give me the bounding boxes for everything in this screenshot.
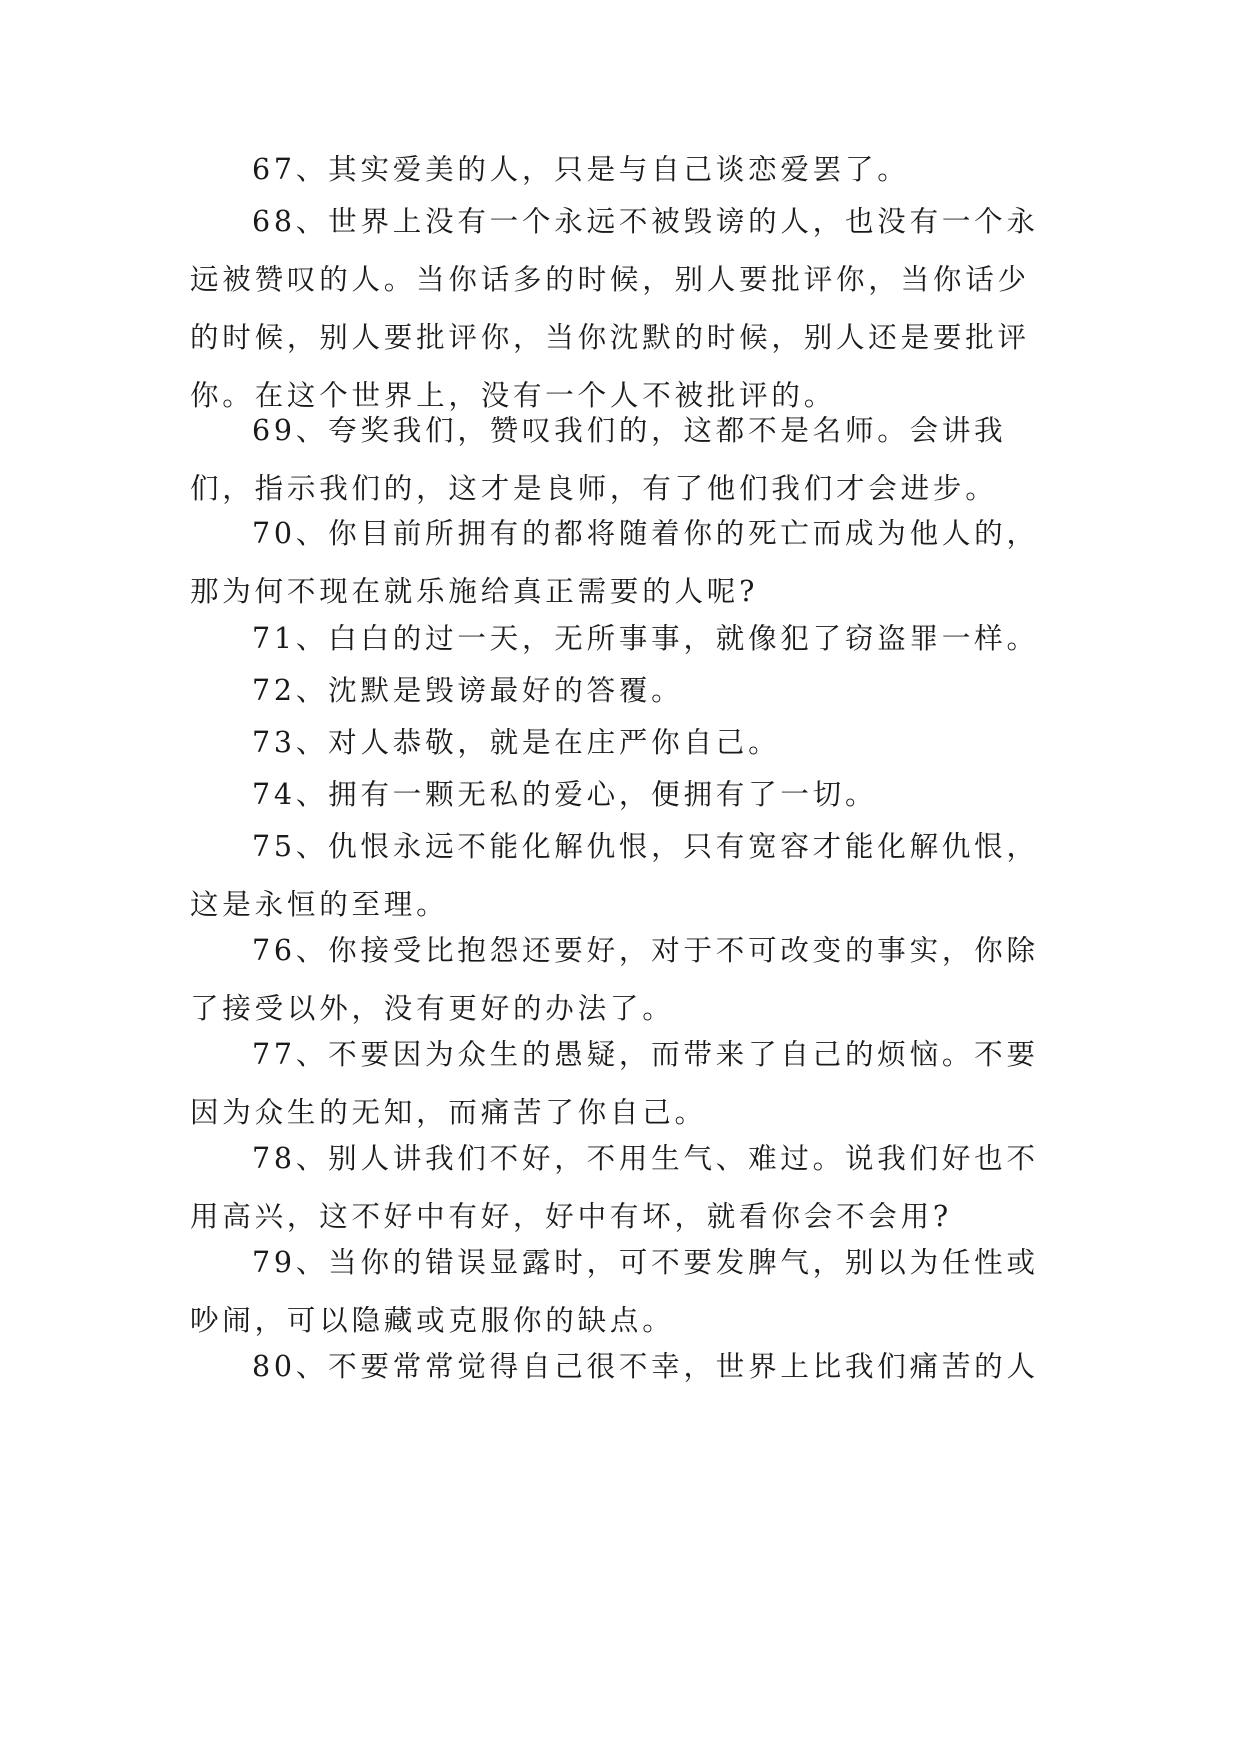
paragraph-70: 70、你目前所拥有的都将随着你的死亡而成为他人的，那为何不现在就乐施给真正需要的人呢? xyxy=(190,517,1039,608)
paragraph-75: 75、仇恨永远不能化解仇恨，只有宽容才能化解仇恨，这是永恒的至理。 xyxy=(190,830,1039,921)
paragraph-68: 68、世界上没有一个永远不被毁谤的人，也没有一个永远被赞叹的人。当你话多的时候，别人要批评你，当你话少的时候，别人要批评你，当你沈默的时候，别人还是要批评你。在这个世界上，没有一个人不被批评的。 xyxy=(190,205,1039,412)
paragraph-80: 80、不要常常觉得自己很不幸，世界上比我们痛苦的人 xyxy=(252,1350,1039,1383)
paragraph-78: 78、别人讲我们不好，不用生气、难过。说我们好也不用高兴，这不好中有好，好中有坏，就看你会不会用? xyxy=(190,1142,1039,1233)
paragraph-79: 79、当你的错误显露时，可不要发脾气，别以为任性或吵闹，可以隐藏或克服你的缺点。 xyxy=(190,1246,1039,1337)
paragraph-73: 73、对人恭敬，就是在庄严你自己。 xyxy=(252,726,781,759)
paragraph-76: 76、你接受比抱怨还要好，对于不可改变的事实，你除了接受以外，没有更好的办法了。 xyxy=(190,934,1039,1025)
paragraph-71: 71、白白的过一天，无所事事，就像犯了窃盗罪一样。 xyxy=(252,622,1039,655)
paragraph-69: 69、夸奖我们，赞叹我们的，这都不是名师。会讲我们，指示我们的，这才是良师，有了他们我们才会进步。 xyxy=(190,414,1007,505)
paragraph-77: 77、不要因为众生的愚疑，而带来了自己的烦恼。不要因为众生的无知，而痛苦了你自己。 xyxy=(190,1038,1039,1129)
paragraph-72: 72、沈默是毁谤最好的答覆。 xyxy=(252,674,684,707)
paragraph-74: 74、拥有一颗无私的爱心，便拥有了一切。 xyxy=(252,778,878,811)
paragraph-67: 67、其实爱美的人，只是与自己谈恋爱罢了。 xyxy=(252,153,910,186)
